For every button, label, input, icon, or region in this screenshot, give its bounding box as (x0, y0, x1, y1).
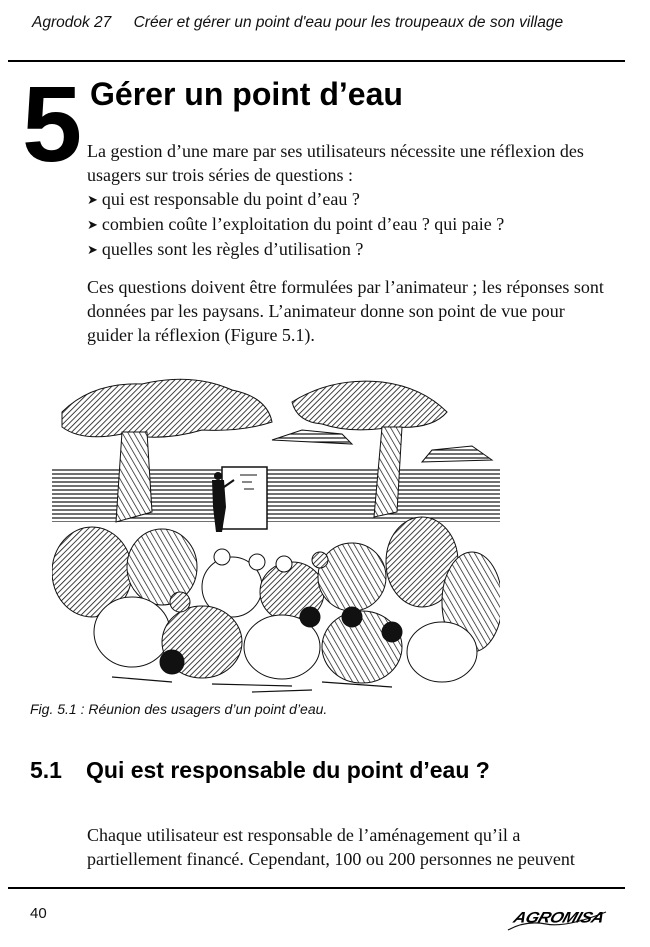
paragraph-questions: Ces questions doivent être formulées par l’animateur ; les réponses sont données par les paysans. L’animateur donne son point de vue pour guider la réflexion (Figure 5.1). (87, 277, 604, 345)
arrow-bullet-icon: ➤ (87, 217, 98, 232)
section-number: 5.1 (30, 757, 62, 783)
list-item (87, 237, 504, 262)
book-series: Agrodok 27 (32, 14, 112, 31)
figure-caption: Fig. 5.1 : Réunion des usagers d’un point d’eau. (30, 701, 328, 717)
section-heading (30, 757, 490, 784)
question-list (87, 187, 504, 262)
chapter-number: 5 (22, 63, 81, 184)
agromisa-logo (506, 906, 610, 932)
header-rule (8, 60, 625, 62)
list-item (87, 212, 504, 237)
footer-rule (8, 887, 625, 889)
book-title: Créer et gérer un point d'eau pour les troupeaux de son village (133, 14, 564, 31)
list-item-text: combien coûte l’exploitation du point d’eau ? qui paie ? (101, 214, 505, 234)
page-number: 40 (30, 905, 47, 922)
chapter-title: Gérer un point d’eau (90, 76, 403, 112)
list-item-text: qui est responsable du point d’eau ? (101, 189, 360, 209)
figure-illustration (52, 372, 500, 694)
paragraph-responsibility: Chaque utilisateur est responsable de l’aménagement qu’il a partiellement financé. Cependant, 100 ou 200 personnes ne peuvent (87, 825, 575, 869)
section-title: Qui est responsable du point d’eau ? (86, 757, 490, 783)
arrow-bullet-icon: ➤ (87, 242, 98, 257)
list-item-text: quelles sont les règles d’utilisation ? (101, 239, 364, 259)
intro-paragraph: La gestion d’une mare par ses utilisateurs nécessite une réflexion des usagers sur trois séries de questions : (87, 141, 584, 185)
arrow-bullet-icon: ➤ (87, 192, 98, 207)
running-header (32, 14, 563, 32)
list-item (87, 187, 504, 212)
logo-text: AGROMISA (511, 909, 607, 927)
